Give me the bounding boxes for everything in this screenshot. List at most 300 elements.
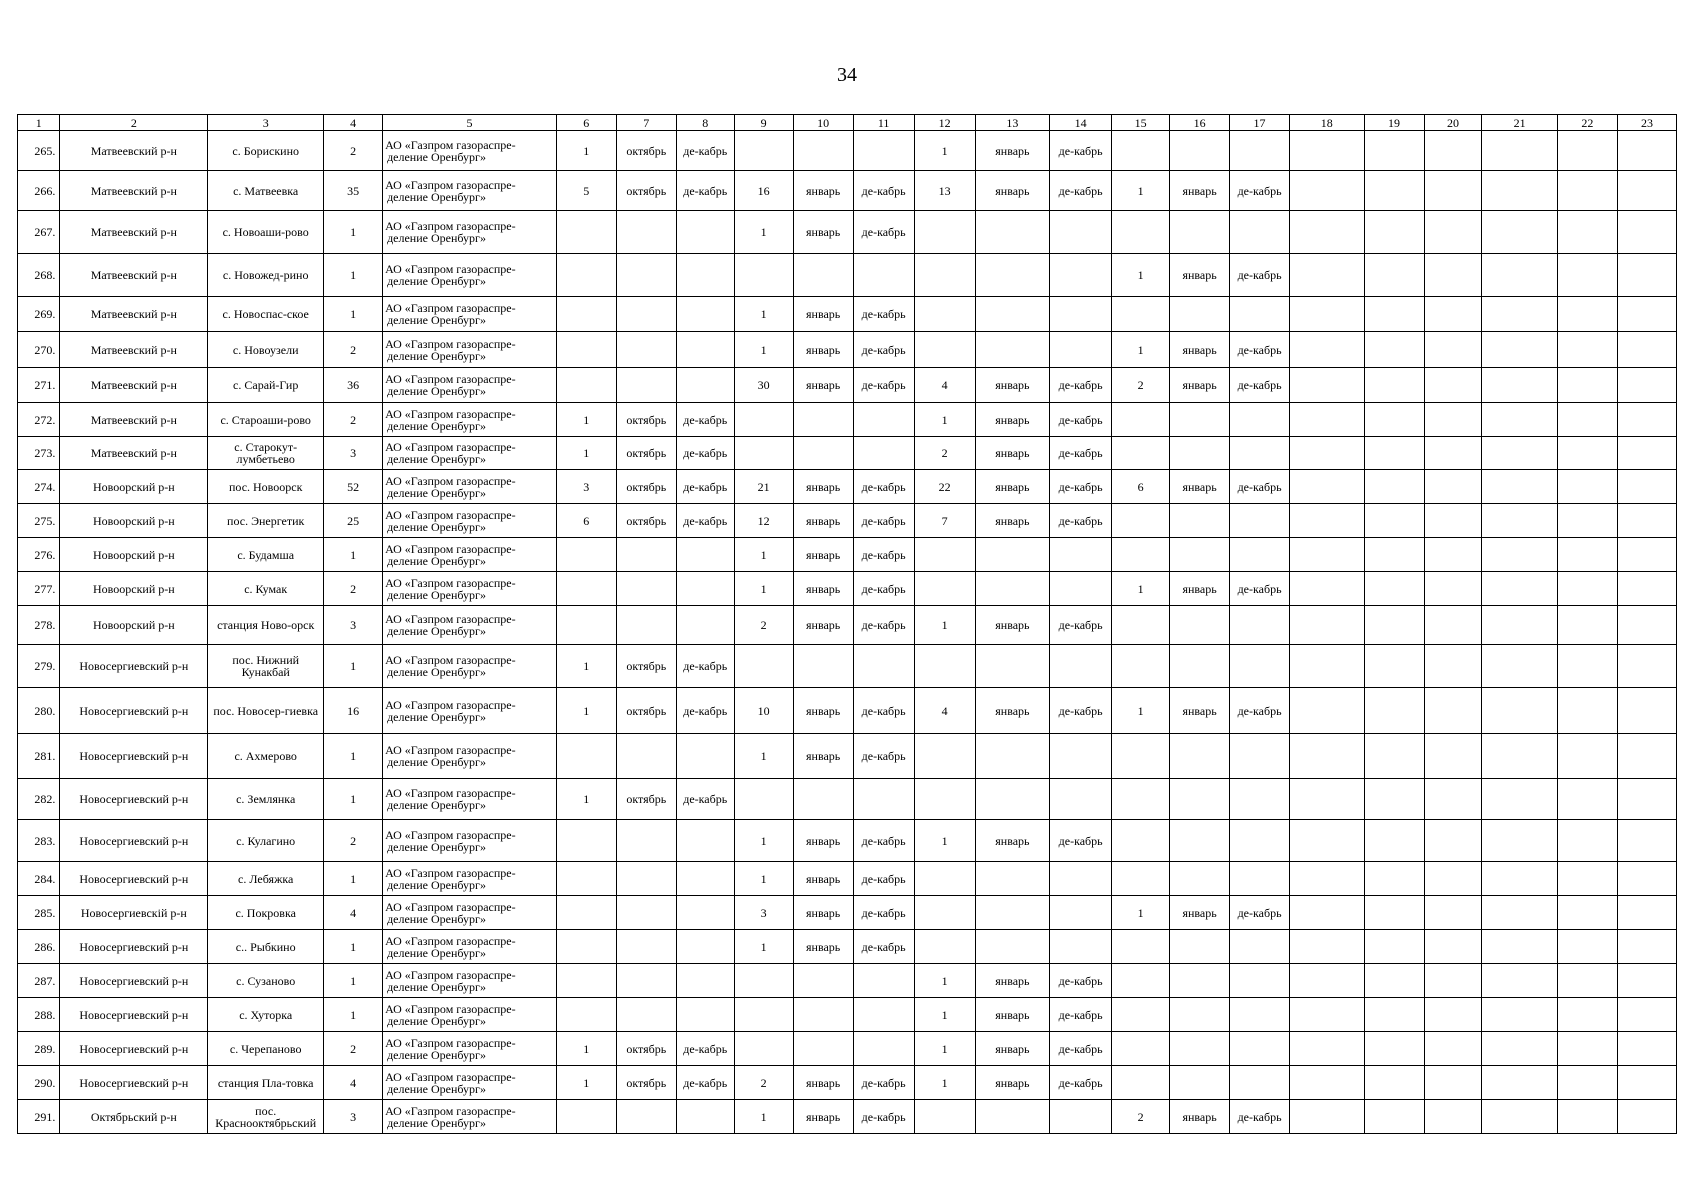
col8-month-cell	[676, 896, 734, 930]
column-number-header: 11	[853, 115, 914, 131]
empty-cell	[1364, 171, 1424, 211]
empty-cell	[1364, 297, 1424, 332]
empty-cell	[1424, 171, 1482, 211]
col8-month-cell	[676, 1100, 734, 1134]
empty-cell	[1482, 820, 1558, 862]
total-count-cell: 1	[324, 538, 383, 572]
empty-cell	[1290, 171, 1364, 211]
col10-month-cell: январь	[793, 930, 853, 964]
row-number-cell: 288.	[18, 998, 60, 1032]
col14-month-cell: де-кабрь	[1050, 437, 1112, 470]
organization-line-2: деление Оренбург»	[387, 452, 486, 466]
empty-cell	[1557, 572, 1617, 606]
col15-count-cell	[1112, 403, 1170, 437]
empty-cell	[1290, 688, 1364, 734]
organization-line-1: АО «Газпром газораспре-	[385, 697, 516, 712]
col8-month-cell	[676, 254, 734, 297]
settlement-cell: пос. Новосер-гиевка	[208, 688, 324, 734]
organization-line-1: АО «Газпром газораспре-	[385, 743, 516, 757]
col16-month-cell	[1170, 1066, 1230, 1100]
organization-cell	[383, 131, 557, 171]
col17-month-cell: де-кабрь	[1230, 572, 1290, 606]
empty-cell	[1424, 930, 1482, 964]
settlement-cell: с. Сузаново	[208, 964, 324, 998]
row-number-cell: 265.	[18, 131, 60, 171]
col7-month-cell	[616, 572, 676, 606]
empty-cell	[1364, 504, 1424, 538]
total-count-cell: 25	[324, 504, 383, 538]
table-row	[18, 862, 1677, 896]
col17-month-cell	[1230, 645, 1290, 688]
organization-cell	[383, 171, 557, 211]
col13-month-cell: январь	[975, 964, 1049, 998]
col6-count-cell	[556, 606, 616, 645]
col17-month-cell: де-кабрь	[1230, 1100, 1290, 1134]
empty-cell	[1424, 368, 1482, 403]
empty-cell	[1482, 734, 1558, 779]
total-count-cell: 4	[324, 1066, 383, 1100]
col7-month-cell: октябрь	[616, 131, 676, 171]
col15-count-cell	[1112, 437, 1170, 470]
col10-month-cell	[793, 998, 853, 1032]
total-count-cell: 2	[324, 332, 383, 368]
empty-cell	[1424, 538, 1482, 572]
district-cell: Новоорский р-н	[60, 606, 208, 645]
district-cell: Новосергиевский р-н	[60, 998, 208, 1032]
district-cell: Новосергиевский р-н	[60, 862, 208, 896]
empty-cell	[1617, 606, 1676, 645]
col17-month-cell: де-кабрь	[1230, 254, 1290, 297]
col8-month-cell: де-кабрь	[676, 1032, 734, 1066]
col9-count-cell: 21	[734, 470, 793, 504]
empty-cell	[1557, 1032, 1617, 1066]
col7-month-cell	[616, 1100, 676, 1134]
col16-month-cell	[1170, 964, 1230, 998]
row-number-cell: 283.	[18, 820, 60, 862]
col11-month-cell: де-кабрь	[853, 171, 914, 211]
col8-month-cell	[676, 332, 734, 368]
empty-cell	[1557, 437, 1617, 470]
organization-line-2: деление Оренбург»	[387, 624, 486, 638]
col11-month-cell: де-кабрь	[853, 734, 914, 779]
empty-cell	[1482, 211, 1558, 254]
col11-month-cell	[853, 254, 914, 297]
col13-month-cell: январь	[975, 131, 1049, 171]
organization-cell	[383, 368, 557, 403]
table-row	[18, 820, 1677, 862]
organization-line-1: АО «Газпром газораспре-	[385, 473, 516, 488]
district-cell: Новосергиевский р-н	[60, 820, 208, 862]
col12-count-cell	[914, 896, 975, 930]
col10-month-cell	[793, 964, 853, 998]
organization-line-2: деление Оренбург»	[387, 911, 486, 926]
col11-month-cell	[853, 1032, 914, 1066]
empty-cell	[1364, 964, 1424, 998]
col15-count-cell	[1112, 779, 1170, 820]
settlement-cell: с. Новоспас-ское	[208, 297, 324, 332]
col13-month-cell: январь	[975, 606, 1049, 645]
table-row	[18, 332, 1677, 368]
settlement-cell: пос. Нижний Кунакбай	[208, 645, 324, 688]
empty-cell	[1290, 645, 1364, 688]
total-count-cell: 35	[324, 171, 383, 211]
col14-month-cell	[1050, 211, 1112, 254]
col13-month-cell	[975, 930, 1049, 964]
organization-line-2: деление Оренбург»	[387, 945, 486, 960]
empty-cell	[1482, 930, 1558, 964]
col16-month-cell: январь	[1170, 1100, 1230, 1134]
col7-month-cell: октябрь	[616, 1066, 676, 1100]
organization-line-1: АО «Газпром газораспре-	[385, 1035, 516, 1050]
col7-month-cell	[616, 538, 676, 572]
row-number-cell: 282.	[18, 779, 60, 820]
empty-cell	[1290, 734, 1364, 779]
empty-cell	[1617, 131, 1676, 171]
col13-month-cell	[975, 211, 1049, 254]
col12-count-cell: 7	[914, 504, 975, 538]
col15-count-cell	[1112, 1066, 1170, 1100]
organization-line-2: деление Оренбург»	[387, 709, 486, 724]
organization-cell	[383, 688, 557, 734]
organization-line-1: АО «Газпром газораспре-	[385, 865, 516, 880]
table-row	[18, 734, 1677, 779]
district-cell: Матвеевский р-н	[60, 332, 208, 368]
col11-month-cell: де-кабрь	[853, 820, 914, 862]
organization-cell	[383, 779, 557, 820]
empty-cell	[1617, 538, 1676, 572]
col10-month-cell	[793, 1032, 853, 1066]
col14-month-cell	[1050, 1100, 1112, 1134]
col8-month-cell: де-кабрь	[676, 470, 734, 504]
organization-line-1: АО «Газпром газораспре-	[385, 440, 516, 454]
empty-cell	[1290, 332, 1364, 368]
column-number-header: 2	[60, 115, 208, 131]
col10-month-cell: январь	[793, 332, 853, 368]
empty-cell	[1617, 964, 1676, 998]
col9-count-cell: 1	[734, 820, 793, 862]
col8-month-cell	[676, 211, 734, 254]
district-cell: Матвеевский р-н	[60, 403, 208, 437]
empty-cell	[1617, 998, 1676, 1032]
col17-month-cell: де-кабрь	[1230, 332, 1290, 368]
district-cell: Матвеевский р-н	[60, 297, 208, 332]
organization-line-2: деление Оренбург»	[387, 384, 486, 398]
empty-cell	[1482, 998, 1558, 1032]
col16-month-cell	[1170, 820, 1230, 862]
column-number-header: 4	[324, 115, 383, 131]
col11-month-cell: де-кабрь	[853, 332, 914, 368]
empty-cell	[1290, 998, 1364, 1032]
col14-month-cell	[1050, 862, 1112, 896]
district-cell: Новосергиевскій р-н	[60, 896, 208, 930]
col16-month-cell	[1170, 606, 1230, 645]
organization-line-1: АО «Газпром газораспре-	[385, 827, 516, 842]
organization-cell	[383, 403, 557, 437]
col9-count-cell: 1	[734, 734, 793, 779]
col10-month-cell	[793, 779, 853, 820]
col7-month-cell: октябрь	[616, 470, 676, 504]
empty-cell	[1617, 688, 1676, 734]
col12-count-cell: 22	[914, 470, 975, 504]
total-count-cell: 1	[324, 645, 383, 688]
col14-month-cell: де-кабрь	[1050, 368, 1112, 403]
empty-cell	[1557, 734, 1617, 779]
col11-month-cell: де-кабрь	[853, 896, 914, 930]
empty-cell	[1424, 1032, 1482, 1066]
col12-count-cell	[914, 538, 975, 572]
empty-cell	[1364, 734, 1424, 779]
col14-month-cell	[1050, 896, 1112, 930]
empty-cell	[1364, 896, 1424, 930]
district-cell: Новоорский р-н	[60, 470, 208, 504]
organization-cell	[383, 964, 557, 998]
empty-cell	[1557, 862, 1617, 896]
organization-line-1: АО «Газпром газораспре-	[385, 967, 516, 982]
col16-month-cell	[1170, 734, 1230, 779]
empty-cell	[1482, 896, 1558, 930]
col13-month-cell: январь	[975, 368, 1049, 403]
empty-cell	[1424, 572, 1482, 606]
row-number-cell: 281.	[18, 734, 60, 779]
row-number-cell: 279.	[18, 645, 60, 688]
empty-cell	[1424, 734, 1482, 779]
col15-count-cell	[1112, 862, 1170, 896]
col11-month-cell	[853, 779, 914, 820]
empty-cell	[1557, 820, 1617, 862]
empty-cell	[1290, 538, 1364, 572]
empty-cell	[1290, 470, 1364, 504]
settlement-cell: с. Хуторка	[208, 998, 324, 1032]
col17-month-cell	[1230, 1032, 1290, 1066]
table-row	[18, 504, 1677, 538]
column-number-header: 22	[1557, 115, 1617, 131]
table-row	[18, 964, 1677, 998]
empty-cell	[1557, 131, 1617, 171]
table-row	[18, 1100, 1677, 1134]
settlement-cell: с. Покровка	[208, 896, 324, 930]
district-cell: Матвеевский р-н	[60, 368, 208, 403]
table-row	[18, 688, 1677, 734]
total-count-cell: 2	[324, 572, 383, 606]
col9-count-cell	[734, 1032, 793, 1066]
empty-cell	[1364, 368, 1424, 403]
empty-cell	[1364, 1066, 1424, 1100]
organization-cell	[383, 1066, 557, 1100]
col17-month-cell: де-кабрь	[1230, 470, 1290, 504]
empty-cell	[1557, 171, 1617, 211]
col14-month-cell: де-кабрь	[1050, 964, 1112, 998]
col7-month-cell	[616, 211, 676, 254]
col7-month-cell	[616, 998, 676, 1032]
col10-month-cell: январь	[793, 211, 853, 254]
organization-line-2: деление Оренбург»	[387, 839, 486, 854]
col13-month-cell	[975, 297, 1049, 332]
col10-month-cell: январь	[793, 297, 853, 332]
settlement-cell: с. Новожед-рино	[208, 254, 324, 297]
organization-cell	[383, 734, 557, 779]
col11-month-cell	[853, 131, 914, 171]
col6-count-cell	[556, 538, 616, 572]
col16-month-cell	[1170, 538, 1230, 572]
empty-cell	[1364, 1032, 1424, 1066]
col13-month-cell: январь	[975, 1066, 1049, 1100]
total-count-cell: 3	[324, 1100, 383, 1134]
col13-month-cell: январь	[975, 403, 1049, 437]
col12-count-cell: 1	[914, 964, 975, 998]
col16-month-cell: январь	[1170, 332, 1230, 368]
col16-month-cell	[1170, 862, 1230, 896]
organization-line-2: деление Оренбург»	[387, 485, 486, 500]
organization-cell	[383, 437, 557, 470]
col10-month-cell: январь	[793, 572, 853, 606]
col15-count-cell: 2	[1112, 1100, 1170, 1134]
col11-month-cell	[853, 998, 914, 1032]
col14-month-cell: де-кабрь	[1050, 403, 1112, 437]
col7-month-cell	[616, 332, 676, 368]
col10-month-cell: январь	[793, 368, 853, 403]
empty-cell	[1290, 437, 1364, 470]
col13-month-cell: январь	[975, 688, 1049, 734]
column-number-header: 21	[1482, 115, 1558, 131]
organization-line-1: АО «Газпром газораспре-	[385, 933, 516, 948]
col13-month-cell	[975, 779, 1049, 820]
empty-cell	[1290, 1100, 1364, 1134]
col7-month-cell	[616, 896, 676, 930]
col17-month-cell: де-кабрь	[1230, 368, 1290, 403]
col15-count-cell: 1	[1112, 896, 1170, 930]
column-number-header: 9	[734, 115, 793, 131]
empty-cell	[1482, 964, 1558, 998]
empty-cell	[1424, 820, 1482, 862]
empty-cell	[1290, 368, 1364, 403]
settlement-cell: пос. Краснооктябрьский	[208, 1100, 324, 1134]
col7-month-cell	[616, 964, 676, 998]
empty-cell	[1290, 297, 1364, 332]
column-number-header: 6	[556, 115, 616, 131]
col10-month-cell: январь	[793, 504, 853, 538]
col9-count-cell	[734, 131, 793, 171]
organization-cell	[383, 1032, 557, 1066]
district-cell: Матвеевский р-н	[60, 171, 208, 211]
empty-cell	[1424, 470, 1482, 504]
col11-month-cell: де-кабрь	[853, 688, 914, 734]
col11-month-cell	[853, 964, 914, 998]
col10-month-cell	[793, 403, 853, 437]
total-count-cell: 1	[324, 964, 383, 998]
organization-cell	[383, 504, 557, 538]
empty-cell	[1424, 504, 1482, 538]
col16-month-cell	[1170, 504, 1230, 538]
empty-cell	[1290, 211, 1364, 254]
col12-count-cell	[914, 297, 975, 332]
empty-cell	[1482, 572, 1558, 606]
col8-month-cell: де-кабрь	[676, 437, 734, 470]
col14-month-cell	[1050, 332, 1112, 368]
col7-month-cell	[616, 930, 676, 964]
col13-month-cell	[975, 1100, 1049, 1134]
col6-count-cell	[556, 572, 616, 606]
col16-month-cell: январь	[1170, 572, 1230, 606]
total-count-cell: 52	[324, 470, 383, 504]
total-count-cell: 1	[324, 254, 383, 297]
col13-month-cell: январь	[975, 470, 1049, 504]
district-cell: Новосергиевский р-н	[60, 964, 208, 998]
settlement-cell: с. Новоаши-рово	[208, 211, 324, 254]
empty-cell	[1290, 254, 1364, 297]
col17-month-cell	[1230, 437, 1290, 470]
col6-count-cell	[556, 211, 616, 254]
col12-count-cell: 1	[914, 606, 975, 645]
col10-month-cell: январь	[793, 862, 853, 896]
col15-count-cell: 2	[1112, 368, 1170, 403]
col17-month-cell	[1230, 504, 1290, 538]
col14-month-cell: де-кабрь	[1050, 131, 1112, 171]
col7-month-cell: октябрь	[616, 403, 676, 437]
settlement-cell: с. Черепаново	[208, 1032, 324, 1066]
col16-month-cell: январь	[1170, 688, 1230, 734]
col16-month-cell	[1170, 437, 1230, 470]
col9-count-cell: 10	[734, 688, 793, 734]
col8-month-cell	[676, 368, 734, 403]
empty-cell	[1482, 403, 1558, 437]
col9-count-cell: 1	[734, 930, 793, 964]
col13-month-cell: январь	[975, 437, 1049, 470]
col16-month-cell	[1170, 211, 1230, 254]
col6-count-cell: 1	[556, 779, 616, 820]
col16-month-cell	[1170, 930, 1230, 964]
col8-month-cell: де-кабрь	[676, 1066, 734, 1100]
col9-count-cell: 1	[734, 538, 793, 572]
col9-count-cell: 2	[734, 1066, 793, 1100]
column-number-header: 17	[1230, 115, 1290, 131]
empty-cell	[1424, 645, 1482, 688]
col10-month-cell	[793, 437, 853, 470]
col17-month-cell	[1230, 964, 1290, 998]
col12-count-cell	[914, 332, 975, 368]
col8-month-cell	[676, 930, 734, 964]
col16-month-cell	[1170, 131, 1230, 171]
col17-month-cell	[1230, 998, 1290, 1032]
empty-cell	[1557, 1100, 1617, 1134]
col10-month-cell: январь	[793, 820, 853, 862]
col6-count-cell	[556, 998, 616, 1032]
column-number-header: 8	[676, 115, 734, 131]
column-number-header: 19	[1364, 115, 1424, 131]
total-count-cell: 4	[324, 896, 383, 930]
organization-cell	[383, 896, 557, 930]
total-count-cell: 16	[324, 688, 383, 734]
organization-line-2: деление Оренбург»	[387, 519, 486, 534]
district-cell: Октябрьский р-н	[60, 1100, 208, 1134]
total-count-cell: 2	[324, 820, 383, 862]
organization-cell	[383, 538, 557, 572]
col12-count-cell	[914, 645, 975, 688]
col7-month-cell	[616, 297, 676, 332]
col13-month-cell	[975, 254, 1049, 297]
col15-count-cell	[1112, 820, 1170, 862]
empty-cell	[1482, 688, 1558, 734]
row-number-cell: 285.	[18, 896, 60, 930]
col16-month-cell: январь	[1170, 254, 1230, 297]
col17-month-cell	[1230, 606, 1290, 645]
organization-line-2: деление Оренбург»	[387, 1081, 486, 1096]
empty-cell	[1364, 930, 1424, 964]
empty-cell	[1424, 254, 1482, 297]
empty-cell	[1482, 470, 1558, 504]
empty-cell	[1482, 538, 1558, 572]
col15-count-cell	[1112, 1032, 1170, 1066]
empty-cell	[1482, 332, 1558, 368]
